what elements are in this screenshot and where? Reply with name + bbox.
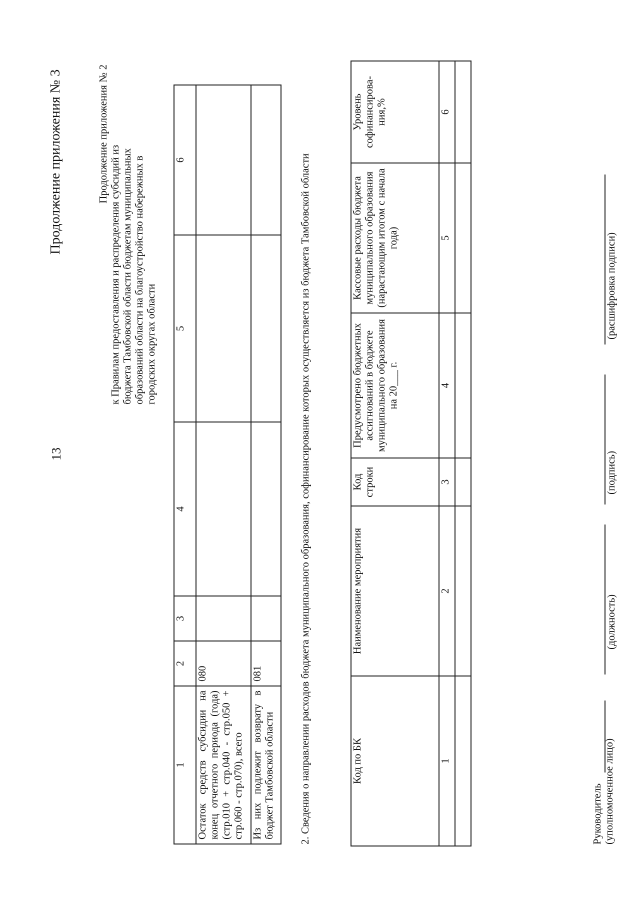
table-header-row xyxy=(351,61,439,846)
table-cell xyxy=(251,235,281,422)
balance-table xyxy=(174,85,282,845)
table-number-cell: 1 xyxy=(439,676,455,846)
table-cell xyxy=(455,458,471,506)
table-cell xyxy=(251,85,281,235)
table-cell xyxy=(196,235,251,422)
table-header-cell: Наименование мероприятия xyxy=(351,506,439,676)
sub-appendix-line3: бюджета Тамбовской области бюджетам муниципальных xyxy=(122,148,134,405)
row-name-cell: Из них подлежит возврату в бюджет Тамбовской области xyxy=(251,686,281,844)
table-number-cell: 2 xyxy=(439,506,455,676)
table-cell xyxy=(196,85,251,235)
table-header-cell: 6 xyxy=(174,85,196,235)
sub-appendix-line1: Продолжение приложения № 2 xyxy=(98,64,110,204)
sub-appendix-block xyxy=(99,60,159,405)
table-header-cell: 2 xyxy=(174,641,196,686)
row-code-cell: 081 xyxy=(251,641,281,686)
rotated-page-content xyxy=(1,0,640,905)
sub-appendix-line5: городских округах области xyxy=(146,283,158,405)
appendix-title: Продолжение приложения № 3 xyxy=(48,69,64,255)
table-cell xyxy=(455,313,471,458)
table-row xyxy=(455,61,471,846)
table-number-cell: 4 xyxy=(439,313,455,458)
row-name-cell: Остаток средств субсидии на конец отчетного периода (года) (стр.010 + стр.040 - стр.050 + стр.060 - стр.070), всего xyxy=(196,686,251,844)
table-number-cell: 6 xyxy=(439,61,455,163)
sign-label: (подпись) xyxy=(606,450,618,495)
table-number-row xyxy=(439,61,455,846)
table-header-cell: 5 xyxy=(174,235,196,422)
signature-line-position xyxy=(605,525,606,675)
table-cell xyxy=(455,676,471,846)
table-number-cell: 3 xyxy=(439,458,455,506)
table-number-cell: 5 xyxy=(439,163,455,313)
table-header-cell: 3 xyxy=(174,596,196,641)
table-cell xyxy=(455,163,471,313)
table-header-cell: Уровень софинансирова-ния,% xyxy=(351,61,439,163)
table-header-cell: Код по БК xyxy=(351,676,439,846)
table-header-cell: Код строки xyxy=(351,458,439,506)
table-cell xyxy=(455,506,471,676)
decode-label: (расшифровка подписи) xyxy=(606,232,618,340)
signature-line-decode xyxy=(605,175,606,345)
expenses-table xyxy=(351,61,472,847)
sub-appendix-line4: образований области на благоустройство набережных в xyxy=(134,155,146,405)
table-row xyxy=(196,85,251,844)
head-sub-label: (уполномоченное лицо) xyxy=(604,738,616,845)
table-cell xyxy=(455,61,471,163)
table-row xyxy=(251,85,281,844)
table-cell xyxy=(196,596,251,641)
table-cell xyxy=(251,596,281,641)
page-number: 13 xyxy=(48,447,64,461)
signature-line-sign xyxy=(605,375,606,505)
table-header-cell: Кассовые расходы бюджета муниципального образования (нарастающим итогом с начала года) xyxy=(351,163,439,313)
head-label: Руководитель xyxy=(592,783,604,845)
table-header-cell: 1 xyxy=(174,686,196,844)
position-label: (должность) xyxy=(606,594,618,650)
table-header-row xyxy=(174,85,196,844)
section2-title: 2. Сведения о направлении расходов бюджета муниципального образования, софинансирование которых осуществляется из бюджета Тамбовской области xyxy=(300,153,312,845)
table-header-cell: Предусмотрено бюджетных ассигнований в бюджете муниципального образования на 20___ г. xyxy=(351,313,439,458)
table-cell xyxy=(251,422,281,596)
table-header-cell: 4 xyxy=(174,422,196,596)
row-code-cell: 080 xyxy=(196,641,251,686)
sub-appendix-line2: к Правилам предоставления и распределения субсидий из xyxy=(110,144,122,405)
table-cell xyxy=(196,422,251,596)
